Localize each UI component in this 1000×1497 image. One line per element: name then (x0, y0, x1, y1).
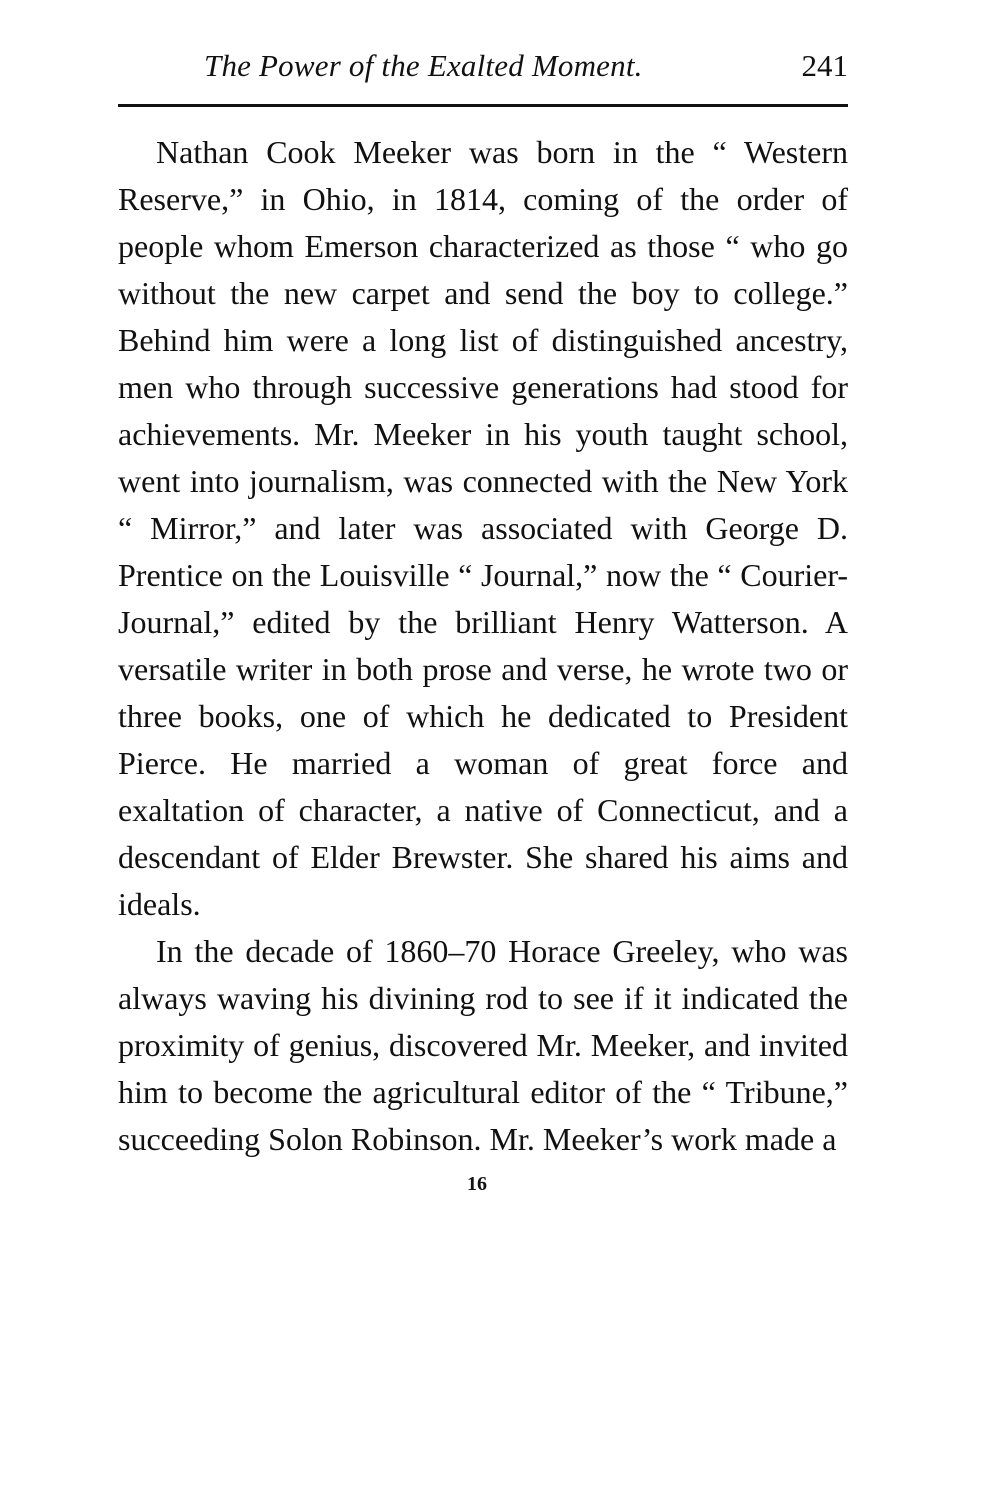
header-rule (118, 104, 848, 107)
body-text (118, 129, 848, 1163)
signature-mark: 16 (467, 1173, 487, 1195)
paragraph-greeley-tribune: In the decade of 1860–70 Horace Greeley, who was always waving his divining rod to see if it indicated the proximity of genius, discovered Mr. Meeker, and invited him to become the agricultural editor of the “ Tribune,” succeeding Solon Robinson. Mr. Meeker’s work made a (118, 933, 848, 1157)
page-number: 241 (801, 48, 848, 83)
book-page (118, 40, 848, 1196)
running-head (118, 40, 848, 92)
paragraph-meeker-biography: Nathan Cook Meeker was born in the “ Western Reserve,” in Ohio, in 1814, coming of the order of people whom Emerson characterized as those “ who go without the new carpet and send the boy to college.” Behind him were a long list of distinguished ancestry, men who through successive generations had stood for achievements. Mr. Meeker in his youth taught school, went into journalism, was connected with the New York “ Mirror,” and later was associated with George D. Prentice on the Louisville “ Journal,” now the “ Courier-Journal,” edited by the brilliant Henry Watterson. A versatile writer in both prose and verse, he wrote two or three books, one of which he dedicated to President Pierce. He married a woman of great force and exaltation of character, a native of Connecticut, and a descendant of Elder Brewster. She shared his aims and ideals. (118, 134, 848, 922)
running-title: The Power of the Exalted Moment. (204, 48, 643, 83)
